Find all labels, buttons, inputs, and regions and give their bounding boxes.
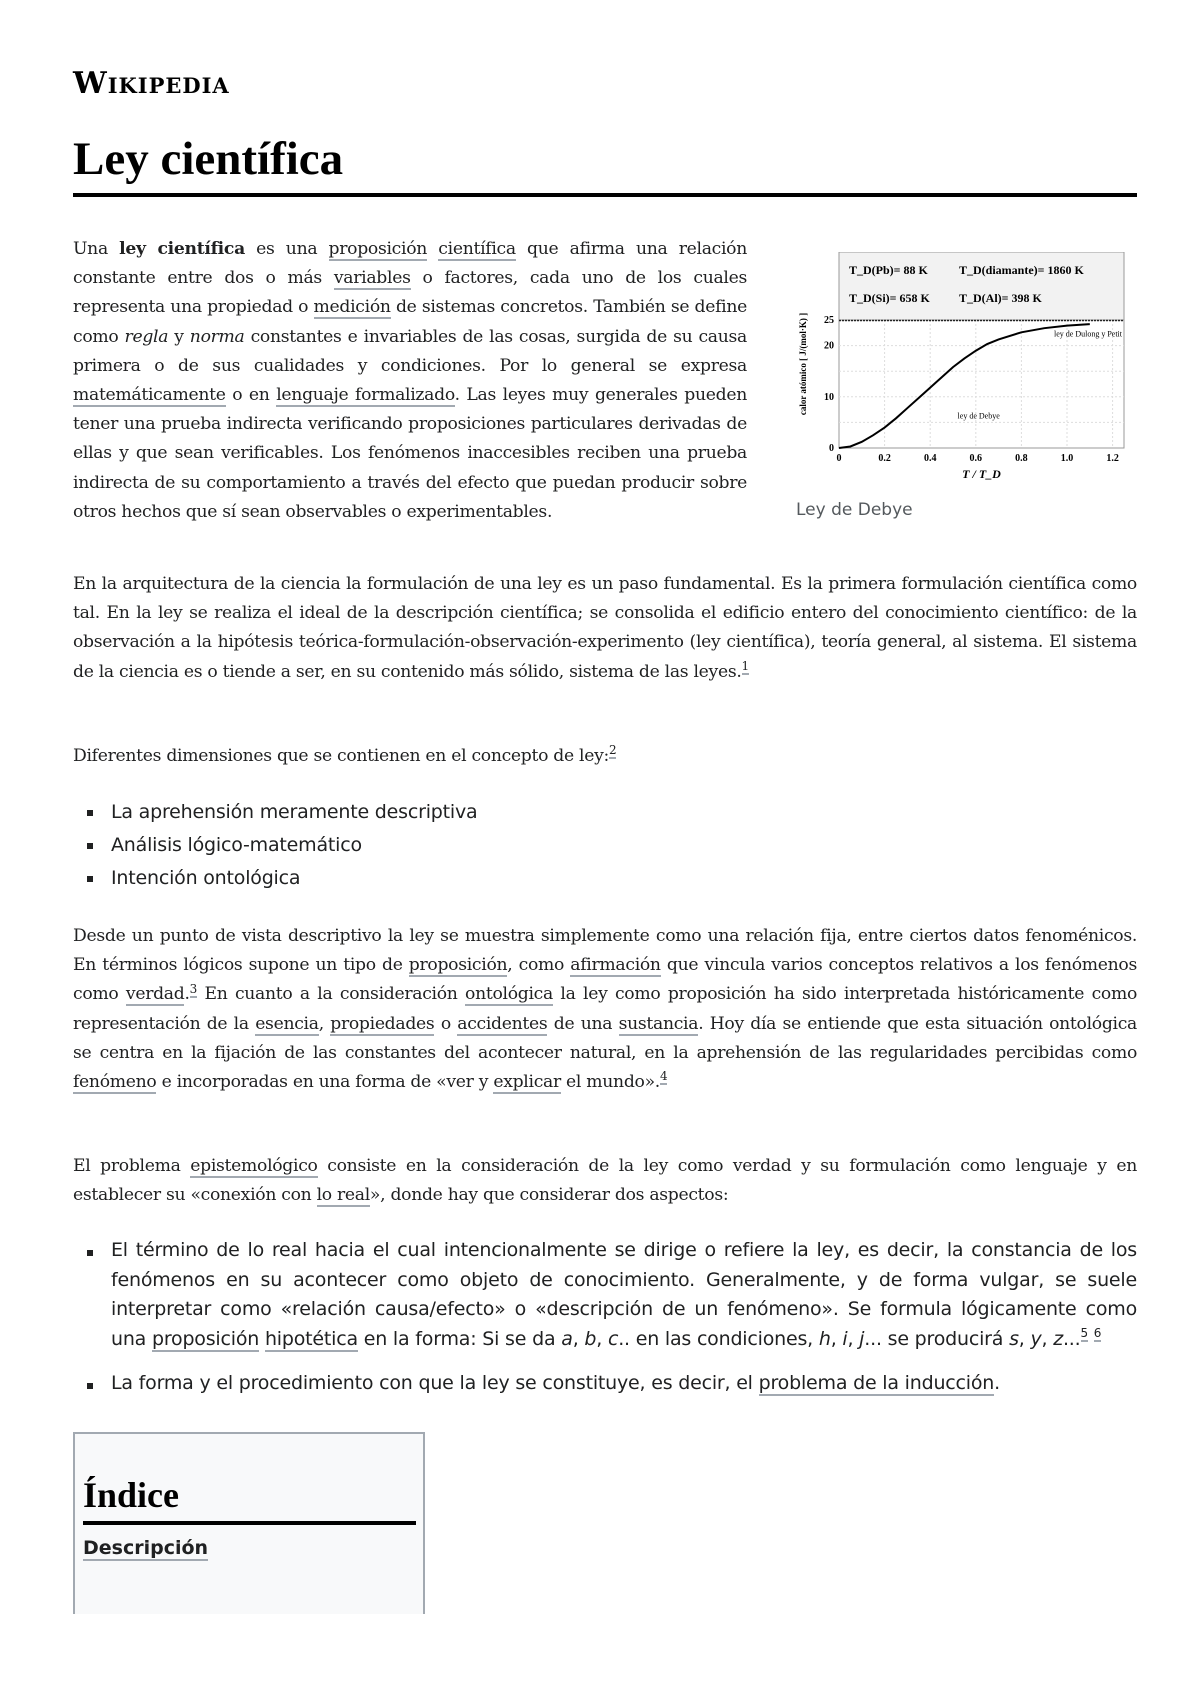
text-run: , — [847, 1327, 860, 1350]
list-item: La aprehensión meramente descriptiva — [73, 796, 1137, 829]
text-run: . Hoy día se entiende que esta situación ontológica se centra en la fijación de las constantes del acontecer natural, en la aprehensión de las regularidades percibidas como — [73, 1013, 1137, 1063]
y-axis-label: calor atómico [ J/(mol·K) ] — [798, 312, 808, 416]
italic-text: a — [561, 1327, 573, 1350]
italic-text: s — [1009, 1327, 1019, 1350]
italic-text: h — [818, 1327, 831, 1350]
text-run: Desde un punto de vista descriptivo la ley se muestra simplemente como una relación fija, entre ciertos datos fenoménicos. En términos lógicos supone un tipo de — [73, 926, 1137, 976]
reference-link[interactable]: 5 — [1080, 1326, 1088, 1341]
table-of-contents — [73, 1432, 425, 1614]
italic-text: b — [584, 1327, 597, 1350]
text-run: En la arquitectura de la ciencia la formulación de una ley es un paso fundamental. Es la primera formulación científica como tal. En la ley se realiza el ideal de la descripción científica; se consolida el edificio entero del conocimiento científico: de la observación a la hipótesis teórica-formulación-observación-experimento (ley científica), teoría general, al sistema. El sistema de la ciencia es o tiende a ser, en su contenido más sólido, sistema de las leyes. — [73, 574, 1137, 682]
x-tick-label: 1.2 — [1106, 453, 1119, 464]
text-run: El término de lo real hacia el cual intencionalmente se dirige o refiere la ley, es decir, la constancia de los fenómenos en su acontecer como objeto de conocimiento. Generalmente, y de forma vulgar, se suele interpretar como «relación causa/efecto» o «descripción de un fenómeno». Se formula lógicamente como una — [111, 1239, 1137, 1350]
y-tick-label: 10 — [824, 391, 834, 403]
text-run: , como — [507, 955, 571, 976]
text-run: Una — [73, 239, 120, 259]
y-tick-label: 0 — [829, 443, 834, 454]
curve-label: ley de Debye — [957, 411, 1000, 421]
descriptive-paragraph — [73, 922, 1137, 1097]
reference-link[interactable]: 1 — [741, 658, 749, 673]
reference-link[interactable]: 6 — [1093, 1326, 1102, 1341]
wiki-link[interactable]: accidentes — [457, 1013, 548, 1034]
architecture-paragraph — [73, 570, 1137, 687]
text-run: de sistemas concretos. También se define como — [73, 297, 747, 347]
x-tick-label: 0.6 — [969, 453, 983, 464]
text-run: . — [994, 1372, 1000, 1394]
wiki-link[interactable]: medición — [313, 297, 391, 318]
text-run: de una — [547, 1013, 619, 1034]
text-run: ... — [1062, 1327, 1081, 1350]
x-tick-label: 0.4 — [923, 453, 937, 464]
text-run: La forma y el procedimiento con que la ley se constituye, es decir, el — [111, 1372, 759, 1394]
wiki-link[interactable]: problema de la inducción — [758, 1372, 995, 1394]
bold-term: ley científica — [119, 239, 245, 259]
footnote — [190, 982, 197, 998]
italic-text: z — [1053, 1327, 1063, 1350]
list-item: Análisis lógico-matemático — [73, 829, 1137, 862]
text-run: o — [434, 1013, 458, 1034]
toc-item-descripcion[interactable]: Descripción — [83, 1537, 209, 1559]
x-axis-label: T / T_D — [962, 467, 1001, 481]
x-tick-label: 0 — [836, 453, 842, 464]
epistemology-paragraph — [73, 1152, 1137, 1210]
y-tick-label: 20 — [824, 340, 834, 352]
text-run: o en — [225, 385, 277, 406]
italic-text: regla — [124, 326, 169, 347]
text-run: .. en las condiciones, — [618, 1327, 819, 1350]
x-tick-label: 0.8 — [1015, 453, 1028, 464]
reference-link[interactable]: 3 — [189, 981, 197, 996]
italic-text: c — [607, 1327, 619, 1350]
wiki-link[interactable]: variables — [333, 268, 411, 289]
footnote — [609, 743, 616, 759]
text-run: que afirma una relación constante entre dos o más — [73, 239, 747, 289]
wiki-link[interactable]: hipotética — [264, 1327, 358, 1350]
text-run: el mundo». — [560, 1072, 660, 1093]
text-run: la ley como proposición ha sido interpretada históricamente como representación de la — [73, 984, 1137, 1034]
footnote — [1081, 1326, 1088, 1342]
page-title: Ley científica — [73, 133, 344, 185]
title-divider — [73, 193, 1137, 197]
x-tick-label: 0.2 — [878, 453, 891, 464]
footnote — [1094, 1326, 1101, 1342]
toc-title: Índice — [83, 1475, 180, 1515]
text-run: constantes e invariables de las cosas, surgida de su causa primera o de sus cualidades y condiciones. Por lo general se expresa — [73, 326, 747, 376]
reference-link[interactable]: 2 — [609, 743, 617, 758]
wiki-link[interactable]: lenguaje formalizado — [276, 385, 455, 406]
toc-divider — [83, 1521, 416, 1525]
list-item: Intención ontológica — [73, 862, 1137, 895]
text-run: , — [596, 1327, 608, 1350]
wiki-link[interactable]: fenómeno — [73, 1072, 157, 1093]
wiki-link[interactable]: epistemológico — [190, 1156, 318, 1176]
text-run: que vincula varios conceptos relativos a los fenómenos como — [73, 955, 1137, 1005]
dimensions-list — [73, 796, 1137, 895]
wiki-link[interactable]: afirmación — [570, 955, 661, 976]
text-run: o factores, cada uno de los cuales representa una propiedad o — [73, 268, 747, 318]
wiki-link[interactable]: científica — [438, 239, 516, 259]
wiki-link[interactable]: lo real — [316, 1185, 370, 1206]
debye-temperature-annotation: T_D(Pb)= 88 K — [849, 263, 928, 277]
wiki-link[interactable]: verdad — [125, 984, 185, 1005]
wiki-link[interactable]: ontológica — [465, 984, 553, 1005]
wiki-link[interactable]: explicar — [493, 1072, 561, 1093]
text-run: Diferentes dimensiones que se contienen en el concepto de ley: — [73, 746, 610, 766]
wiki-link[interactable]: sustancia — [618, 1013, 699, 1034]
debye-temperature-annotation: T_D(diamante)= 1860 K — [959, 263, 1084, 277]
list-item — [73, 1369, 1137, 1399]
text-run: En cuanto a la consideración — [196, 984, 466, 1005]
text-run: es una — [244, 239, 329, 259]
dimensions-paragraph — [73, 742, 1137, 771]
figure-caption: Ley de Debye — [796, 500, 913, 520]
text-run: , — [318, 1013, 331, 1034]
text-run: , — [1041, 1327, 1054, 1350]
wiki-link[interactable]: esencia — [255, 1013, 319, 1034]
reference-link[interactable]: 4 — [659, 1069, 668, 1084]
text-run — [427, 239, 438, 259]
text-run: El problema — [73, 1156, 191, 1176]
wiki-link[interactable]: matemáticamente — [73, 385, 226, 406]
debye-temperature-annotation: T_D(Al)= 398 K — [959, 291, 1042, 305]
italic-text: j — [859, 1327, 865, 1350]
wiki-link[interactable]: proposición — [151, 1327, 260, 1350]
text-run: , — [830, 1327, 843, 1350]
text-run: consiste en la consideración de la ley como verdad y su formulación como lenguaje y en establecer su «conexión con — [73, 1156, 1137, 1206]
text-run: . — [184, 984, 190, 1005]
text-run: », donde hay que considerar dos aspectos: — [369, 1185, 729, 1206]
text-run: e incorporadas en una forma de «ver y — [156, 1072, 494, 1093]
x-tick-label: 1.0 — [1060, 453, 1074, 464]
footnote — [660, 1069, 667, 1085]
footnote — [742, 659, 749, 675]
list-item — [73, 1236, 1137, 1354]
aspects-list — [73, 1236, 1137, 1399]
chart-svg — [794, 252, 1130, 498]
italic-text: y — [1030, 1327, 1042, 1350]
italic-text: norma — [189, 326, 245, 347]
reference-line-label: ley de Dulong y Petit — [1054, 329, 1122, 339]
y-tick-label: 25 — [824, 315, 834, 326]
text-run: . Las leyes muy generales pueden tener una prueba indirecta verificando proposiciones particulares derivadas de ellas y que sean verificables. Los fenómenos inaccesibles reciben una prueba indirecta de su comportamiento a través del efecto que puedan producir sobre otros hechos que sí sean observables o experimentables. — [73, 385, 747, 522]
wikipedia-logo[interactable]: Wikipedia — [73, 66, 230, 101]
debye-chart[interactable] — [794, 252, 1130, 498]
text-run: en la forma: Si se da — [357, 1327, 562, 1350]
intro-paragraph — [73, 235, 747, 527]
text-run: y — [168, 326, 190, 347]
text-run: ... se producirá — [864, 1327, 1010, 1350]
wiki-link[interactable]: proposición — [328, 239, 428, 259]
wiki-link[interactable]: proposición — [408, 955, 508, 976]
text-run: , — [572, 1327, 585, 1350]
italic-text: i — [842, 1327, 848, 1350]
debye-temperature-annotation: T_D(Si)= 658 K — [849, 291, 930, 305]
wiki-link[interactable]: propiedades — [330, 1013, 435, 1034]
text-run: , — [1018, 1327, 1031, 1350]
